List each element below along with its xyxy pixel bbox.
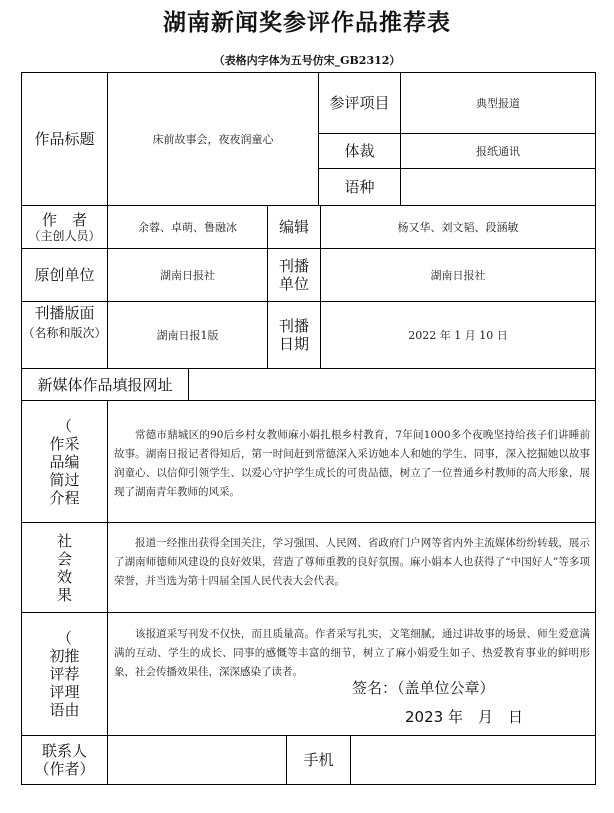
title-value[interactable]: 床前故事会，夜夜润童心: [152, 133, 274, 146]
unit-label: 原创单位: [34, 266, 95, 284]
page-label-main: 刊播版面: [34, 304, 95, 322]
intro-label: [22, 401, 107, 522]
editor-label: 编辑: [278, 218, 309, 236]
date-label-2: 日期: [278, 335, 309, 353]
review-label-char: （: [56, 629, 72, 647]
review-text[interactable]: 该报道采写刊发不仅快，而且质量高。作者采写扎实，文笔细腻，通过讲故事的场景、师生爱意满满的互动、学生的成长、同事的感慨等丰富的细节，树立了麻小娟爱生如子、热爱教育事业的鲜明形象，社会传播效果佳，深深感染了读者。: [114, 628, 590, 678]
intro-text[interactable]: 常德市鼎城区的90后乡村女教师麻小娟扎根乡村教育，7年间1000多个夜晚坚持给孩子们讲睡前故事。湖南日报记者得知后，第一时间赶到常德深入采访她本人和她的学生、同事，深入挖掘她以故事润童心、以信仰引领学生、以爱心守护学生成长的可贵品德，树立了一位普通乡村教师的高大形象，展现了湖南青年教师的风采。: [114, 429, 590, 498]
review-label-char: 评理: [49, 683, 80, 701]
review-label-char: 初推: [49, 647, 80, 665]
intro-label-char: 作采: [49, 434, 80, 453]
signature-line: 签名：（盖单位公章）: [352, 679, 495, 697]
intro-label-char: 介程: [49, 488, 80, 507]
author-label: [22, 206, 107, 248]
date-label-1: 刊播: [278, 317, 309, 335]
effect-label-char: 果: [56, 585, 72, 604]
pub-unit-label-2: 单位: [278, 275, 309, 293]
contact-label-1: 联系人: [41, 742, 87, 760]
genre-value[interactable]: 报纸通讯: [476, 145, 520, 158]
title-label: 作品标题: [34, 130, 95, 148]
contact-value[interactable]: [108, 736, 286, 784]
newmedia-value[interactable]: [189, 369, 595, 400]
pub-unit-label: [268, 249, 320, 301]
intro-label-char: 品编: [49, 452, 80, 471]
pub-unit-label-1: 刊播: [278, 257, 309, 275]
author-value[interactable]: 余蓉、卓萌、鲁融冰: [138, 221, 237, 234]
contact-label-2: （作者）: [34, 760, 95, 778]
language-value[interactable]: [401, 169, 595, 205]
effect-label-char: 社: [56, 531, 72, 550]
review-label-char: 评荐: [49, 665, 80, 683]
date-label: [268, 302, 320, 368]
page-label-sub: （名称和版次）: [22, 326, 107, 340]
date-value[interactable]: 2022 年 1 月 10 日: [408, 329, 508, 342]
review-label: [22, 613, 107, 735]
effect-label-char: 效: [56, 567, 72, 586]
item-label: 参评项目: [329, 94, 390, 112]
signature-date: 2023 年 月 日: [405, 708, 523, 726]
language-label: 语种: [344, 178, 375, 196]
page-value[interactable]: 湖南日报1版: [156, 329, 219, 342]
unit-value[interactable]: 湖南日报社: [160, 269, 215, 282]
newmedia-label: 新媒体作品填报网址: [37, 375, 173, 394]
effect-text[interactable]: 报道一经推出获得全国关注，学习强国、人民网、省政府门户网等省内外主流媒体纷纷转载，展示了湖南师德师风建设的良好效果，营造了尊师重教的良好氛围。麻小娟本人也获得了“中国好人”等多项荣誉，并当选为第十四届全国人民代表大会代表。: [114, 537, 590, 587]
phone-label: 手机: [303, 751, 334, 769]
intro-label-char: （: [56, 416, 72, 435]
page-label: [22, 302, 107, 368]
author-label-main: 作 者: [41, 210, 87, 229]
author-label-sub: （主创人员）: [28, 228, 101, 243]
item-value[interactable]: 典型报道: [476, 97, 520, 110]
intro-label-char: 简过: [49, 470, 80, 489]
editor-value[interactable]: 杨又华、刘文韬、段涵敏: [397, 221, 519, 234]
pub-unit-value[interactable]: 湖南日报社: [430, 269, 486, 282]
genre-label: 体裁: [344, 142, 375, 160]
review-label-char: 语由: [49, 701, 80, 719]
form-subtitle: （表格内字体为五号仿宋_GB2312）: [213, 54, 401, 67]
contact-label: [22, 736, 107, 784]
form-title: 湖南新闻奖参评作品推荐表: [163, 10, 451, 36]
effect-label: [22, 523, 107, 612]
phone-value[interactable]: [351, 736, 595, 784]
effect-label-char: 会: [56, 549, 72, 568]
